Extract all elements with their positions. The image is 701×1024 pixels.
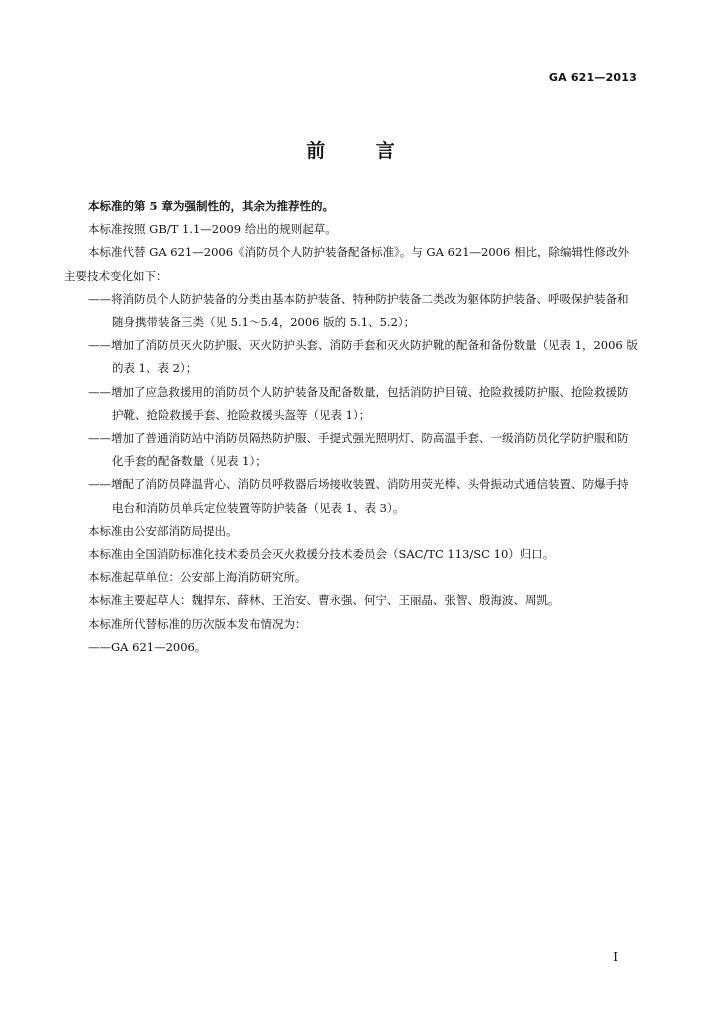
paragraph-proposer: 本标准由公安部消防局提出。: [88, 523, 238, 538]
paragraph-drafters: 本标准主要起草人：魏捍东、薛林、王治安、曹永强、何宁、王丽晶、张智、殷海波、周凯。: [88, 593, 560, 608]
paragraph-drafting-unit: 本标准起草单位：公安部上海消防研究所。: [88, 570, 307, 585]
change-item: ——将消防员个人防护装备的分类由基本防护装备、特种防护装备二类改为躯体防护装备、呼吸保护装备和随身携带装备三类（见 5.1～5.4，2006 版的 5.1、5.2）；: [88, 291, 629, 330]
page-title: 前 言: [306, 140, 417, 162]
paragraph-history-intro: 本标准所代替标准的历次版本发布情况为：: [88, 616, 307, 631]
paragraph-mandatory-note: 本标准的第 5 章为强制性的，其余为推荐性的。: [88, 199, 335, 213]
paragraph-committee: 本标准由全国消防标准化技术委员会灭火救援分技术委员会（SAC/TC 113/SC 10）归口。: [88, 547, 555, 562]
standard-code-header: GA 621—2013: [548, 71, 637, 84]
paragraph-replacement: 本标准代替 GA 621—2006《消防员个人防护装备配备标准》。与 GA 621—2006 相比，除编辑性修改外主要技术变化如下：: [64, 245, 629, 283]
page-number: I: [613, 950, 618, 964]
paragraph-drafting-rules: 本标准按照 GB/T 1.1—2009 给出的规则起草。: [88, 222, 337, 237]
change-item: ——增加了应急救援用的消防员个人防护装备及配备数量，包括消防护目镜、抢险救援防护服、抢险救援防护靴、抢险救援手套、抢险救援头盔等（见表 1）；: [88, 384, 629, 422]
change-item: ——增配了消防员降温背心、消防员呼救器后场接收装置、消防用荧光棒、头骨振动式通信装置、防爆手持电台和消防员单兵定位装置等防护装备（见表 1、表 3）。: [88, 477, 629, 515]
change-item: ——增加了消防员灭火防护服、灭火防护头套、消防手套和灭火防护靴的配备和备份数量（见表 1，2006 版的表 1、表 2）；: [88, 338, 638, 376]
history-item: ——GA 621—2006。: [88, 639, 207, 654]
foreword-body: [64, 195, 638, 659]
change-item: ——增加了普通消防站中消防员隔热防护服、手提式强光照明灯、防高温手套、一级消防员化学防护服和防化手套的配备数量（见表 1）；: [88, 431, 629, 469]
